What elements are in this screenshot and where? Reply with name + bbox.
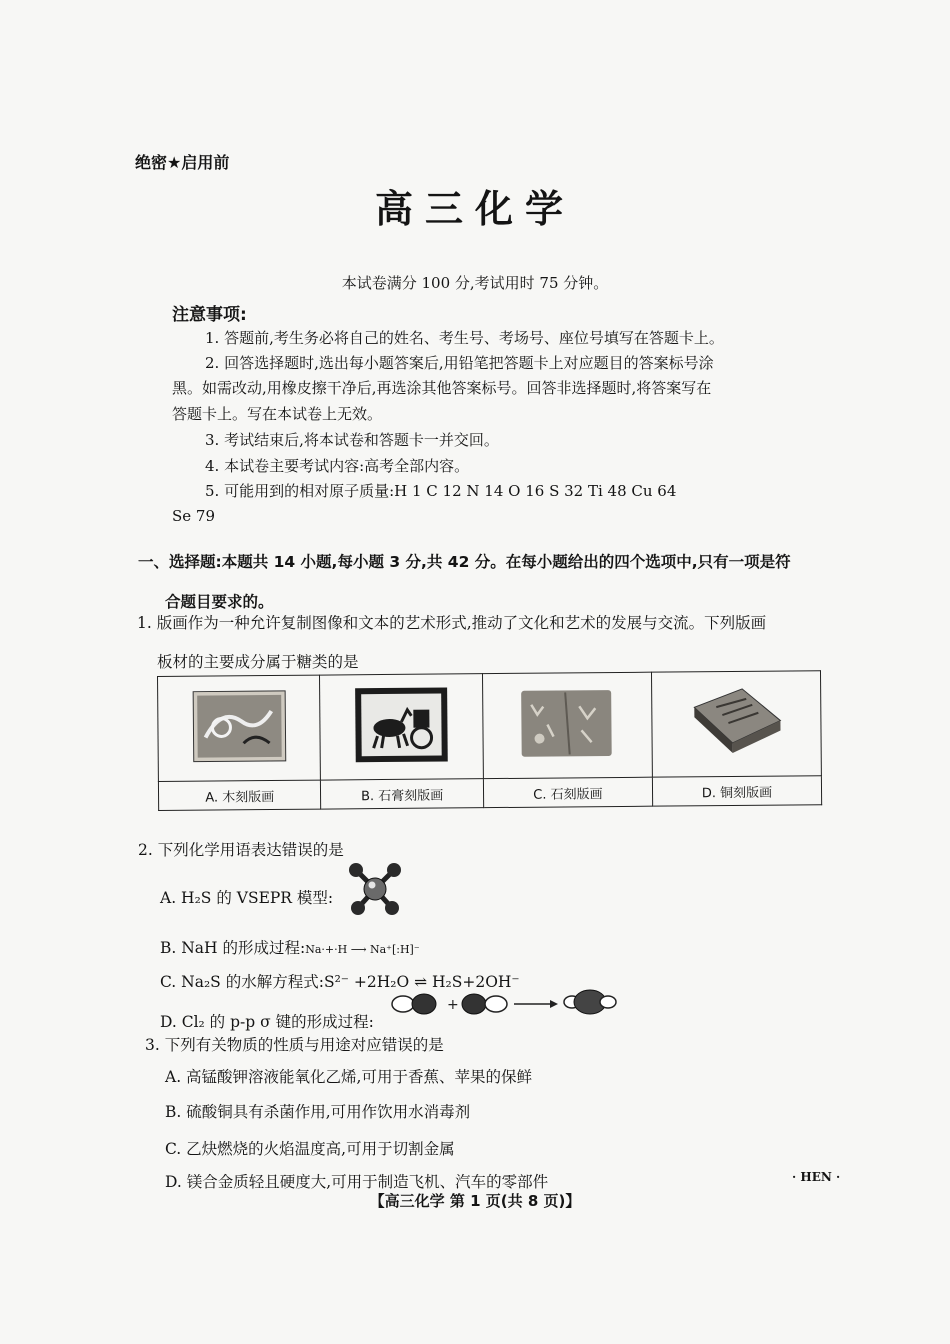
q3-option-b: B. 硫酸铜具有杀菌作用,可用作饮用水消毒剂 (165, 1103, 471, 1121)
question-2-stem: 2. 下列化学用语表达错误的是 (138, 841, 344, 859)
q2-option-b (160, 936, 420, 958)
option-a-label: A. 木刻版画 (158, 780, 321, 810)
nah-formation-formula: Na·+·H ⟶ Na⁺[:H]⁻ (305, 943, 420, 956)
svg-text:+: + (447, 997, 459, 1013)
notice-line: 4. 本试卷主要考试内容:高考全部内容。 (205, 457, 470, 475)
vsepr-model-icon (345, 860, 405, 918)
q2-option-a (160, 886, 333, 908)
q2-option-a-text: A. H₂S 的 VSEPR 模型: (160, 889, 334, 907)
notice-line: 5. 可能用到的相对原子质量:H 1 C 12 N 14 O 16 S 32 Ti 48 Cu 64 (205, 482, 677, 500)
page-title: 高三化学 (374, 187, 575, 231)
section-heading-cont: 合题目要求的。 (165, 593, 274, 611)
option-b-label: B. 石膏刻版画 (321, 779, 484, 809)
q2-option-c: C. Na₂S 的水解方程式:S²⁻ +2H₂O ⇌ H₂S+2OH⁻ (160, 973, 520, 991)
exam-intro: 本试卷满分 100 分,考试用时 75 分钟。 (341, 274, 609, 292)
q2-option-d-text: D. Cl₂ 的 p-p σ 键的形成过程: (160, 1013, 374, 1031)
question-1-stem-cont: 板材的主要成分属于糖类的是 (157, 653, 359, 671)
notice-line: 黑。如需改动,用橡皮擦干净后,再选涂其他答案标号。回答非选择题时,将答案写在 (172, 379, 712, 397)
p-p-sigma-bond-diagram (390, 986, 630, 1020)
section-heading: 一、选择题:本题共 14 小题,每小题 3 分,共 42 分。在每小题给出的四个选项中,只有一项是符 (138, 553, 791, 571)
q3-option-c: C. 乙炔燃烧的火焰温度高,可用于切割金属 (165, 1140, 455, 1158)
option-d-label: D. 铜刻版画 (652, 776, 821, 806)
plate-image-plaster (320, 674, 483, 781)
copper-plate-image (686, 683, 787, 762)
plate-image-wood (158, 675, 321, 782)
secret-label: 绝密★启用前 (135, 153, 230, 172)
plate-table (157, 670, 822, 811)
notice-line: 3. 考试结束后,将本试卷和答题卡一并交回。 (205, 431, 499, 449)
plate-image-copper (651, 671, 821, 778)
notice-heading: 注意事项: (172, 305, 247, 325)
option-c-label: C. 石刻版画 (483, 778, 652, 808)
notice-line: 答题卡上。写在本试卷上无效。 (172, 405, 383, 423)
notice-line: 1. 答题前,考生务必将自己的姓名、考生号、考场号、座位号填写在答题卡上。 (205, 329, 724, 347)
q3-option-a: A. 高锰酸钾溶液能氧化乙烯,可用于香蕉、苹果的保鲜 (165, 1068, 532, 1086)
notice-line: Se 79 (172, 507, 216, 525)
woodcut-image (191, 687, 288, 766)
stone-print-image (517, 684, 618, 763)
plaster-print-image (353, 686, 450, 765)
plate-image-stone (482, 672, 652, 779)
notice-line: 2. 回答选择题时,选出每小题答案后,用铅笔把答题卡上对应题目的答案标号涂 (205, 354, 714, 372)
q2-option-b-text: B. NaH 的形成过程: (160, 939, 306, 957)
q3-option-d: D. 镁合金质轻且硬度大,可用于制造飞机、汽车的零部件 (165, 1173, 549, 1191)
page-footer: 【高三化学 第 1 页(共 8 页)】 (369, 1192, 581, 1210)
question-1-stem: 1. 版画作为一种允许复制图像和文本的艺术形式,推动了文化和艺术的发展与交流。下列版画 (137, 614, 767, 632)
question-3-stem: 3. 下列有关物质的性质与用途对应错误的是 (145, 1036, 444, 1054)
q2-option-d (160, 1010, 374, 1032)
paper-code: · HEN · (792, 1170, 841, 1184)
